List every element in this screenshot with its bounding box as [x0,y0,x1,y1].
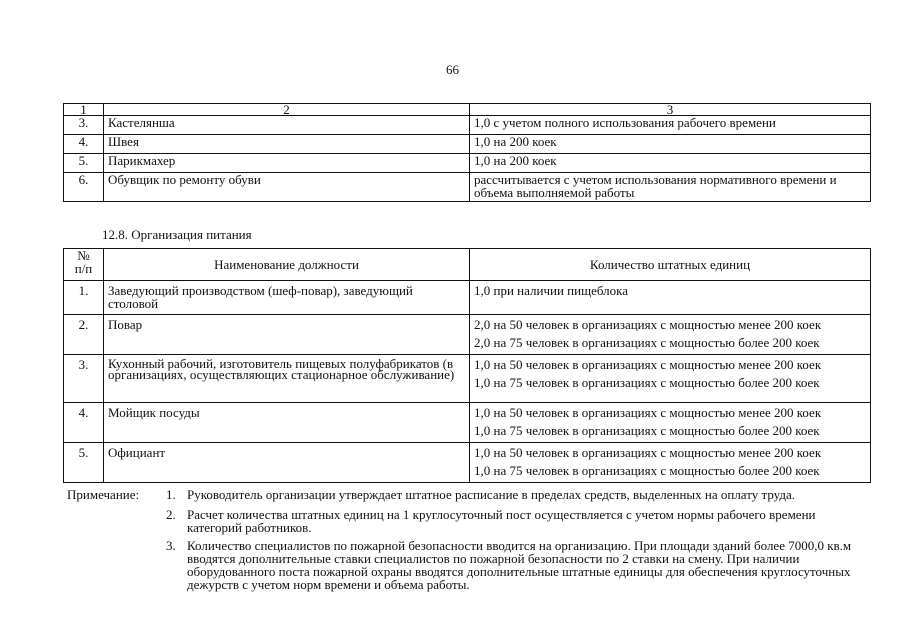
quantity-line: 1,0 на 50 человек в организациях с мощностью менее 200 коек [474,357,822,372]
table-row [64,355,871,403]
table-header-row [64,104,871,116]
position-cell: Мойщик посуды [104,403,470,443]
row-number: 6. [64,173,104,202]
note-item-number: 3. [166,538,176,553]
table-row [64,116,871,135]
position-cell: Кухонный рабочий, изготовитель пищевых полуфабрикатов (в организациях, осуществляющих стационарное обслуживание) [104,355,470,403]
number-header-bottom: п/п [74,261,93,276]
section-title: 12.8. Организация питания [102,227,252,242]
position-cell: Заведующий производством (шеф-повар), заведующий столовой [104,281,470,315]
column-number-1: 1 [64,104,104,116]
quantity-cell [470,315,871,355]
quantity-line: 1,0 на 50 человек в организациях с мощностью менее 200 коек [474,445,822,460]
quantity-cell: 1,0 при наличии пищеблока [470,281,871,315]
note-item-text: Руководитель организации утверждает штатное расписание в пределах средств, выделенных на оплату труда. [187,487,795,502]
row-number: 2. [64,315,104,355]
table-header-row [64,249,871,281]
number-header-top: № [77,248,90,263]
quantity-cell: 1,0 с учетом полного использования рабочего времени [470,116,871,135]
row-number: 4. [64,135,104,154]
note-item-number: 2. [166,507,176,522]
quantity-line: 1,0 на 75 человек в организациях с мощностью более 200 коек [474,463,820,478]
table-row [64,281,871,315]
quantity-cell: рассчитывается с учетом использования нормативного времени и объема выполняемой работы [470,173,871,202]
position-cell: Обувщик по ремонту обуви [104,173,470,202]
table-row [64,443,871,483]
row-number: 1. [64,281,104,315]
number-header [64,249,104,281]
column-number-3: 3 [470,104,871,116]
quantity-line: 1,0 на 50 человек в организациях с мощностью менее 200 коек [474,405,822,420]
note-item-text: Количество специалистов по пожарной безопасности вводится на организацию. При площади зданий более 7000,0 кв.м вводятся дополнительные ставки специалистов по пожарной безопасности по 2 ставки на смену. При наличии оборудованного поста пожарной охраны вводятся дополнительные штатные единицы для обеспечения круглосуточных дежурств с учетом норм времени и объема работы. [187,538,852,592]
quantity-line: 2,0 на 75 человек в организациях с мощностью более 200 коек [474,335,820,350]
quantity-cell [470,355,871,403]
note-item-number: 1. [166,487,176,502]
note-item-text: Расчет количества штатных единиц на 1 круглосуточный пост осуществляется с учетом нормы рабочего времени категорий работников. [187,507,816,535]
table-row [64,135,871,154]
quantity-cell [470,403,871,443]
quantity-cell [470,443,871,483]
position-cell: Парикмахер [104,154,470,173]
quantity-line: 1,0 на 75 человек в организациях с мощностью более 200 коек [474,375,820,390]
position-cell: Повар [104,315,470,355]
quantity-header: Количество штатных единиц [470,249,871,281]
row-number: 5. [64,443,104,483]
position-cell: Швея [104,135,470,154]
staff-table-continued [63,103,871,202]
table-row [64,403,871,443]
table-row [64,154,871,173]
position-header: Наименование должности [104,249,470,281]
quantity-line: 1,0 на 75 человек в организациях с мощностью более 200 коек [474,423,820,438]
table-row [64,173,871,202]
table-row [64,315,871,355]
column-number-2: 2 [104,104,470,116]
quantity-cell: 1,0 на 200 коек [470,154,871,173]
quantity-cell: 1,0 на 200 коек [470,135,871,154]
position-cell: Официант [104,443,470,483]
row-number: 4. [64,403,104,443]
quantity-line: 2,0 на 50 человек в организациях с мощностью менее 200 коек [474,317,822,332]
position-cell: Кастелянша [104,116,470,135]
row-number: 3. [64,355,104,403]
catering-staff-table [63,248,871,483]
row-number: 5. [64,154,104,173]
row-number: 3. [64,116,104,135]
note-label: Примечание: [67,487,140,502]
page-number: 66 [446,62,459,77]
